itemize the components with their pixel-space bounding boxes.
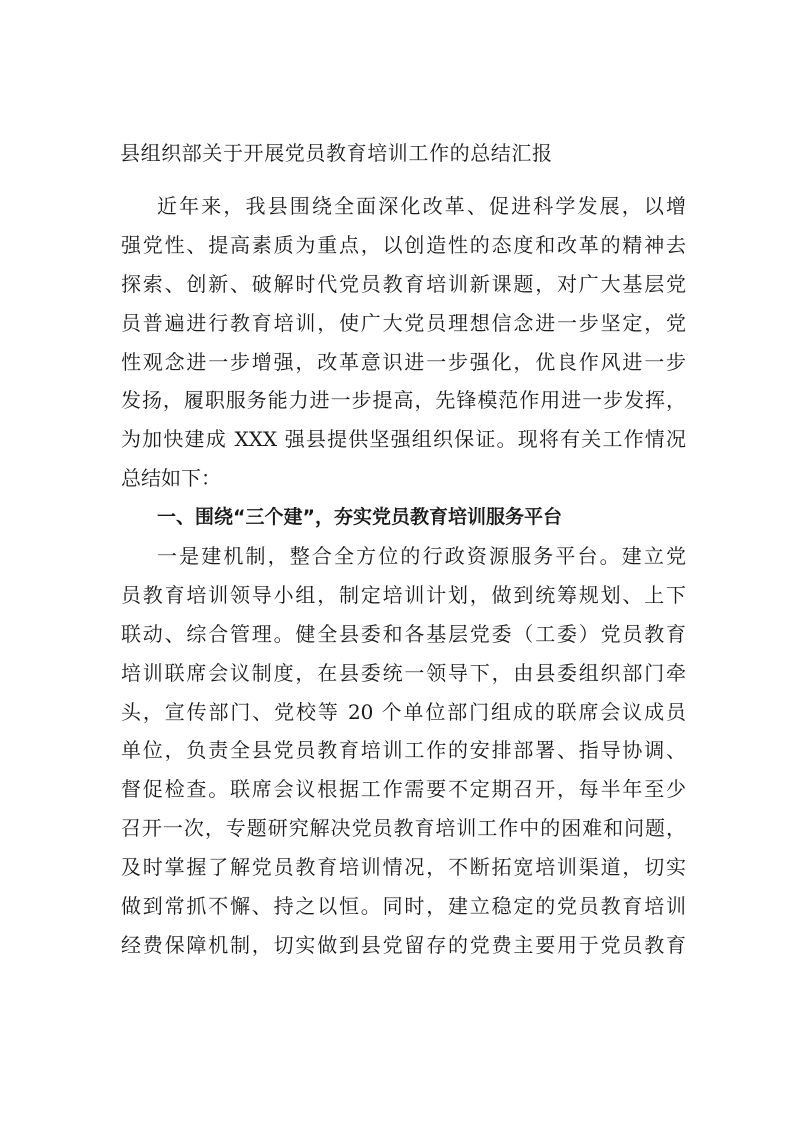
paragraph-line: 一是建机制，整合全方位的行政资源服务平台。建立党: [157, 544, 686, 569]
paragraph-line: 做到常抓不懈、持之以恒。同时，建立稳定的党员教育培训: [121, 894, 686, 919]
paragraph-line: 为加快建成 XXX 强县提供坚强组织保证。现将有关工作情况: [121, 427, 686, 452]
paragraph-line: 性观念进一步增强，改革意识进一步强化，优良作风进一步: [121, 349, 686, 374]
paragraph-line: 督促检查。联席会议根据工作需要不定期召开，每半年至少: [121, 777, 686, 802]
paragraph-line: 近年来，我县围绕全面深化改革、促进科学发展，以增: [157, 194, 686, 218]
paragraph-line: 培训联席会议制度，在县委统一领导下，由县委组织部门牵: [121, 660, 686, 685]
section-heading: 一、围绕“三个建”，夯实党员教育培训服务平台: [157, 506, 562, 529]
paragraph-line: 员教育培训领导小组，制定培训计划，做到统筹规划、上下: [121, 582, 686, 607]
paragraph-line: 召开一次，专题研究解决党员教育培训工作中的困难和问题，: [121, 816, 686, 841]
paragraph-line: 头，宣传部门、党校等 20 个单位部门组成的联席会议成员: [121, 699, 686, 724]
document-body: [121, 187, 686, 965]
paragraph-line: 探索、创新、破解时代党员教育培训新课题，对广大基层党: [121, 271, 686, 296]
paragraph-line: 单位，负责全县党员教育培训工作的安排部署、指导协调、: [121, 738, 686, 763]
paragraph-line: 总结如下：: [121, 466, 221, 491]
paragraph-line: 经费保障机制，切实做到县党留存的党费主要用于党员教育: [121, 932, 686, 957]
paragraph-line: 及时掌握了解党员教育培训情况，不断拓宽培训渠道，切实: [121, 855, 686, 880]
paragraph-line: 联动、综合管理。健全县委和各基层党委（工委）党员教育: [121, 621, 686, 646]
paragraph-line: 员普遍进行教育培训，使广大党员理想信念进一步坚定，党: [121, 310, 686, 335]
paragraph-line: 发扬，履职服务能力进一步提高，先锋模范作用进一步发挥，: [121, 388, 686, 413]
document-title: 县组织部关于开展党员教育培训工作的总结汇报: [120, 141, 553, 165]
paragraph-line: 强党性、提高素质为重点，以创造性的态度和改革的精神去: [121, 232, 686, 257]
